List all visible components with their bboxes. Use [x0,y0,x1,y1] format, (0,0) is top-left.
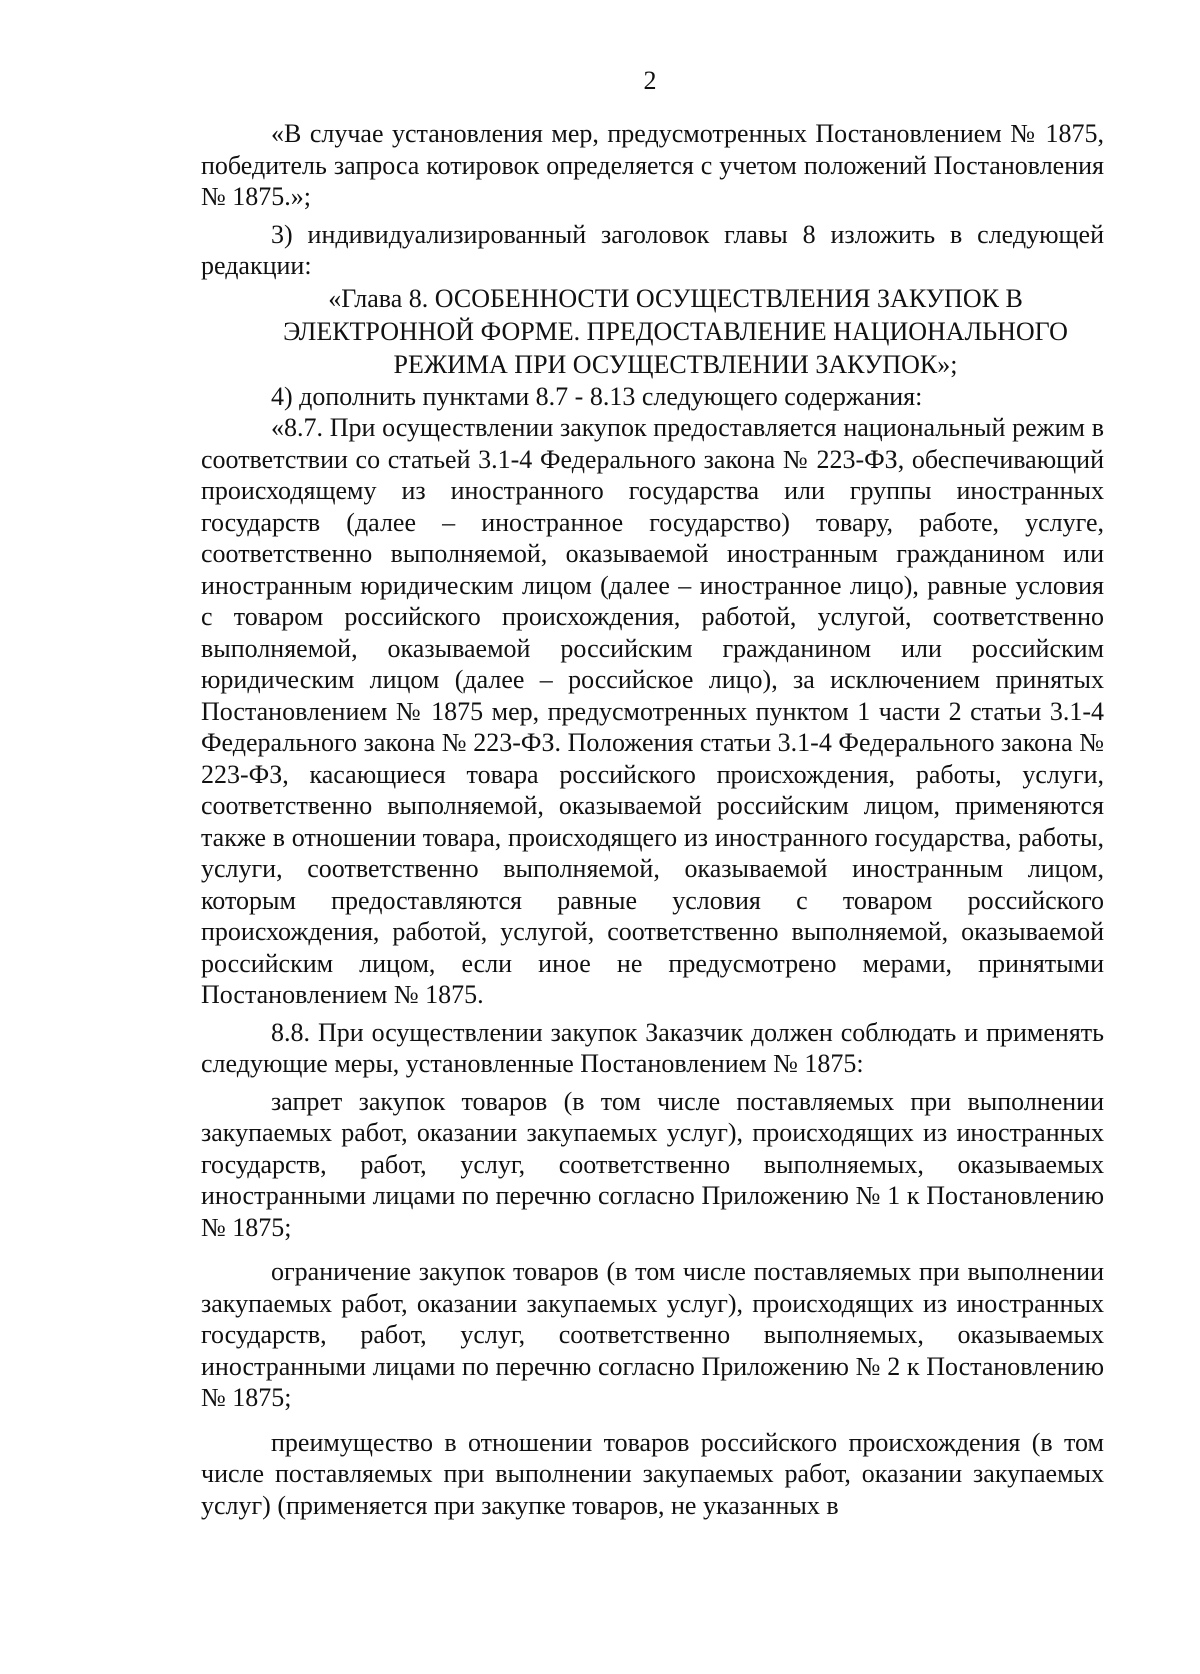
paragraph-8-7: «8.7. При осуществлении закупок предоставляется национальный режим в соответствии со статьей 3.1-4 Федерального закона № 223-ФЗ, обеспечивающий происходящему из иностранного государства или группы иностранных государств (далее – иностранное государство) товару, работе, услуге, соответственно выполняемой, оказываемой иностранным гражданином или иностранным юридическим лицом (далее – иностранное лицо), равные условия с товаром российского происхождения, работой, услугой, соответственно выполняемой, оказываемой российским гражданином или российским юридическим лицом (далее – российское лицо), за исключением принятых Постановлением № 1875 мер, предусмотренных пунктом 1 части 2 статьи 3.1-4 Федерального закона № 223-ФЗ. Положения статьи 3.1-4 Федерального закона № 223-ФЗ, касающиеся товара российского происхождения, работы, услуги, соответственно выполняемой, оказываемой российским лицом, применяются также в отношении товара, происходящего из иностранного государства, работы, услуги, соответственно выполняемой, оказываемой иностранным лицом, которым предоставляются равные условия с товаром российского происхождения, работой, услугой, соответственно выполняемой, оказываемой российским лицом, если иное не предусмотрено мерами, принятыми Постановлением № 1875. [201,413,1104,1009]
chapter-heading-line-3: РЕЖИМА ПРИ ОСУЩЕСТВЛЕНИИ ЗАКУПОК»; [393,349,958,379]
paragraph-8-8: 8.8. При осуществлении закупок Заказчик должен соблюдать и применять следующие меры, установленные Постановлением № 1875: [201,1017,1104,1078]
paragraph-item-4: 4) дополнить пунктами 8.7 - 8.13 следующего содержания: [271,381,923,411]
document-body [201,118,1104,1521]
paragraph-ban: запрет закупок товаров (в том числе поставляемых при выполнении закупаемых работ, оказании закупаемых услуг), происходящих из иностранных государств, работ, услуг, соответственно выполняемых, оказываемых иностранными лицами по перечню согласно Приложению № 1 к Постановлению № 1875; [201,1086,1104,1242]
paragraph-item-3: 3) индивидуализированный заголовок главы 8 изложить в следующей редакции: [201,219,1104,280]
page-number: 2 [643,66,657,95]
chapter-heading-line-2: ЭЛЕКТРОННОЙ ФОРМЕ. ПРЕДОСТАВЛЕНИЕ НАЦИОНАЛЬНОГО [283,316,1068,346]
paragraph-restriction: ограничение закупок товаров (в том числе поставляемых при выполнении закупаемых работ, оказании закупаемых услуг), происходящих из иностранных государств, работ, услуг, соответственно выполняемых, оказываемых иностранными лицами по перечню согласно Приложению № 2 к Постановлению № 1875; [201,1257,1104,1412]
chapter-heading-line-1: «Глава 8. ОСОБЕННОСТИ ОСУЩЕСТВЛЕНИЯ ЗАКУПОК В [328,283,1023,313]
paragraph-advantage: преимущество в отношении товаров российского происхождения (в том числе поставляемых при выполнении закупаемых работ, оказании закупаемых услуг) (применяется при закупке товаров, не указанных в [201,1427,1104,1520]
chapter-heading [201,282,1104,381]
paragraph-quote-end: «В случае установления мер, предусмотренных Постановлением № 1875, победитель запроса котировок определяется с учетом положений Постановления № 1875.»; [201,119,1104,211]
